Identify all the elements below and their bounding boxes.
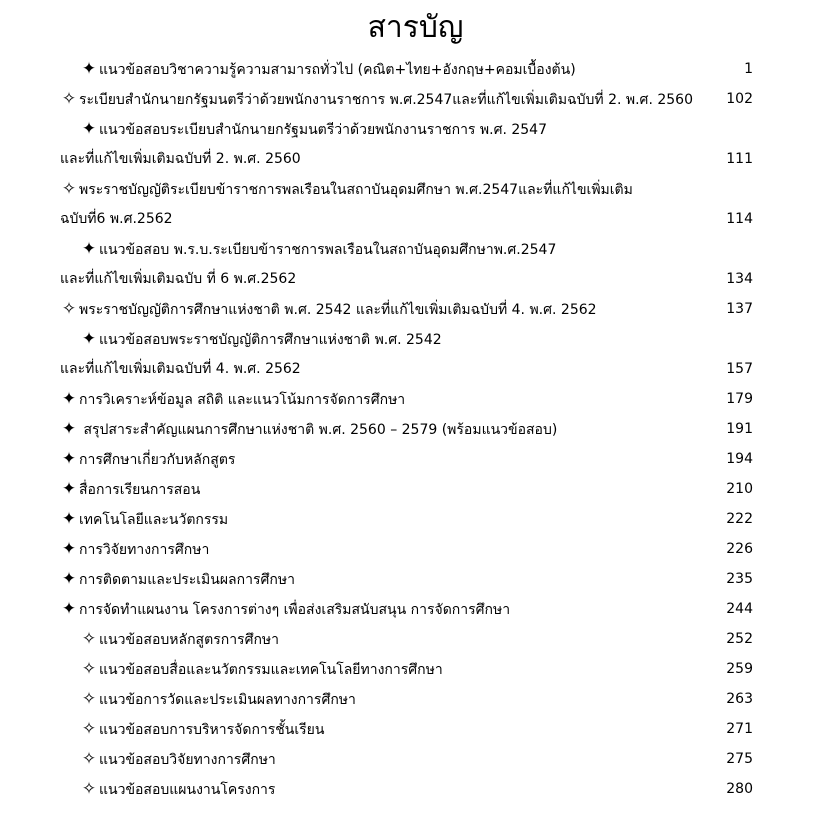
toc-entry bbox=[60, 269, 296, 289]
toc-entry bbox=[80, 749, 276, 770]
four-point-star-filled-icon: ✦ bbox=[61, 509, 77, 529]
four-point-star-filled-icon: ✦ bbox=[61, 599, 77, 619]
toc-entry-label: แนวข้อสอบการบริหารจัดการชั้นเรียน bbox=[99, 722, 325, 738]
toc-entry bbox=[60, 89, 693, 110]
toc-page-number: 111 bbox=[726, 151, 753, 167]
toc-entry-label: พระราชบัญญัติระเบียบข้าราชการพลเรือนในสถาบันอุดมศึกษา พ.ศ.2547และที่แก้ไขเพิ่มเติม bbox=[79, 182, 633, 198]
four-point-star-outline-icon: ✧ bbox=[61, 89, 77, 109]
toc-entry bbox=[80, 329, 442, 350]
toc-page-number: 275 bbox=[726, 751, 753, 767]
toc-entry bbox=[80, 629, 279, 650]
toc-row bbox=[0, 474, 831, 504]
toc-row bbox=[0, 354, 831, 384]
toc-entry bbox=[60, 539, 209, 560]
toc-row bbox=[0, 534, 831, 564]
toc-entry bbox=[60, 359, 301, 379]
toc-entry-label: และที่แก้ไขเพิ่มเติมฉบับ ที่ 6 พ.ศ.2562 bbox=[60, 271, 297, 287]
toc-entry-label: พระราชบัญญัติการศึกษาแห่งชาติ พ.ศ. 2542 และที่แก้ไขเพิ่มเติมฉบับที่ 4. พ.ศ. 2562 bbox=[79, 302, 597, 318]
toc-page-number: 179 bbox=[726, 391, 753, 407]
toc-entry-label: สื่อการเรียนการสอน bbox=[79, 482, 201, 498]
toc-entry bbox=[60, 179, 633, 200]
page-title: สารบัญ bbox=[367, 10, 464, 45]
toc-entry bbox=[60, 599, 510, 620]
toc-row bbox=[0, 414, 831, 444]
toc-row bbox=[0, 264, 831, 294]
toc-row bbox=[0, 114, 831, 144]
four-point-star-filled-icon: ✦ bbox=[61, 479, 77, 499]
toc-row bbox=[0, 444, 831, 474]
toc-entry-label: แนวข้อสอบวิชาความรู้ความสามารถทั่วไป (คณิต+ไทย+อังกฤษ+คอมเบื้องต้น) bbox=[99, 62, 576, 78]
toc-entry bbox=[60, 209, 173, 229]
toc-entry-label: แนวข้อการวัดและประเมินผลทางการศึกษา bbox=[99, 692, 356, 708]
toc-row bbox=[0, 654, 831, 684]
toc-page-number: 114 bbox=[726, 211, 753, 227]
toc-row bbox=[0, 564, 831, 594]
toc-entry-label: การวิเคราะห์ข้อมูล สถิติ และแนวโน้มการจัดการศึกษา bbox=[79, 392, 406, 408]
four-point-star-outline-icon: ✧ bbox=[81, 719, 97, 739]
toc-page-number: 210 bbox=[726, 481, 753, 497]
toc-page-number: 259 bbox=[726, 661, 753, 677]
toc-entry bbox=[60, 149, 301, 169]
toc-entry bbox=[80, 59, 576, 80]
toc-page-number: 157 bbox=[726, 361, 753, 377]
toc-page-number: 134 bbox=[726, 271, 753, 287]
toc-page-number: 280 bbox=[726, 781, 753, 797]
four-point-star-filled-icon: ✦ bbox=[61, 449, 77, 469]
four-point-star-filled-icon: ✦ bbox=[81, 329, 97, 349]
four-point-star-outline-icon: ✧ bbox=[61, 179, 77, 199]
toc-row bbox=[0, 324, 831, 354]
toc-entry bbox=[60, 299, 597, 320]
toc-entry-label: แนวข้อสอบหลักสูตรการศึกษา bbox=[99, 632, 280, 648]
toc-entry-label: เทคโนโลยีและนวัตกรรม bbox=[79, 512, 229, 528]
toc-page-number: 102 bbox=[726, 91, 753, 107]
toc-page-number: 194 bbox=[726, 451, 753, 467]
toc-page-number: 222 bbox=[726, 511, 753, 527]
toc-page-number: 1 bbox=[744, 61, 753, 77]
toc-entry-label: แนวข้อสอบสื่อและนวัตกรรมและเทคโนโลยีทางการศึกษา bbox=[99, 662, 443, 678]
toc-entry bbox=[60, 569, 295, 590]
toc-entry-label: การศึกษาเกี่ยวกับหลักสูตร bbox=[79, 452, 236, 468]
toc-entry-label: แนวข้อสอบ พ.ร.บ.ระเบียบข้าราชการพลเรือนในสถาบันอุดมศึกษาพ.ศ.2547 bbox=[99, 242, 557, 258]
toc-entry bbox=[80, 659, 443, 680]
toc-entry bbox=[60, 389, 405, 410]
toc-row bbox=[0, 54, 831, 84]
toc-row bbox=[0, 504, 831, 534]
four-point-star-filled-icon: ✦ bbox=[81, 59, 97, 79]
toc-row bbox=[0, 84, 831, 114]
toc-entry-label: แนวข้อสอบระเบียบสำนักนายกรัฐมนตรีว่าด้วยพนักงานราชการ พ.ศ. 2547 bbox=[99, 122, 547, 138]
toc-row bbox=[0, 384, 831, 414]
toc-entry bbox=[80, 689, 356, 710]
toc-row bbox=[0, 624, 831, 654]
four-point-star-outline-icon: ✧ bbox=[81, 689, 97, 709]
toc-entry bbox=[60, 479, 200, 500]
toc-entry-label: การวิจัยทางการศึกษา bbox=[79, 542, 210, 558]
toc-entry-label: แนวข้อสอบวิจัยทางการศึกษา bbox=[99, 752, 276, 768]
four-point-star-filled-icon: ✦ bbox=[61, 389, 77, 409]
toc-entry-label: การจัดทำแผนงาน โครงการต่างๆ เพื่อส่งเสริมสนับสนุน การจัดการศึกษา bbox=[79, 602, 511, 618]
toc-entry bbox=[60, 419, 557, 440]
four-point-star-filled-icon: ✦ bbox=[81, 239, 97, 259]
toc-row bbox=[0, 774, 831, 804]
toc-row bbox=[0, 144, 831, 174]
toc-page-number: 244 bbox=[726, 601, 753, 617]
toc-entry-label: และที่แก้ไขเพิ่มเติมฉบับที่ 4. พ.ศ. 2562 bbox=[60, 361, 301, 377]
toc-row bbox=[0, 684, 831, 714]
four-point-star-outline-icon: ✧ bbox=[81, 629, 97, 649]
toc-entry bbox=[80, 239, 556, 260]
toc-page-number: 235 bbox=[726, 571, 753, 587]
toc-row bbox=[0, 204, 831, 234]
toc-page-number: 191 bbox=[726, 421, 753, 437]
toc-page-number: 137 bbox=[726, 301, 753, 317]
four-point-star-outline-icon: ✧ bbox=[81, 749, 97, 769]
toc-row bbox=[0, 594, 831, 624]
four-point-star-outline-icon: ✧ bbox=[81, 779, 97, 799]
toc-entry-label: ฉบับที่6 พ.ศ.2562 bbox=[60, 211, 173, 227]
toc-entry bbox=[60, 449, 235, 470]
toc-row bbox=[0, 234, 831, 264]
toc-row bbox=[0, 714, 831, 744]
toc-entry bbox=[80, 119, 547, 140]
toc-entry-label: แนวข้อสอบแผนงานโครงการ bbox=[99, 782, 276, 798]
toc-entry bbox=[60, 509, 228, 530]
toc-entry-label: แนวข้อสอบพระราชบัญญัติการศึกษาแห่งชาติ พ.ศ. 2542 bbox=[99, 332, 442, 348]
four-point-star-filled-icon: ✦ bbox=[61, 539, 77, 559]
four-point-star-filled-icon: ✦ bbox=[81, 119, 97, 139]
toc-page-number: 271 bbox=[726, 721, 753, 737]
toc-entry-label: ระเบียบสำนักนายกรัฐมนตรีว่าด้วยพนักงานราชการ พ.ศ.2547และที่แก้ไขเพิ่มเติมฉบับที่ 2. พ.ศ. 2560 bbox=[79, 92, 693, 108]
four-point-star-outline-icon: ✧ bbox=[61, 299, 77, 319]
toc-page-number: 226 bbox=[726, 541, 753, 557]
toc-entry-label: สรุปสาระสำคัญแผนการศึกษาแห่งชาติ พ.ศ. 2560 – 2579 (พร้อมแนวข้อสอบ) bbox=[79, 422, 558, 438]
toc-page-number: 263 bbox=[726, 691, 753, 707]
toc-entry-label: การติดตามและประเมินผลการศึกษา bbox=[79, 572, 295, 588]
toc-row bbox=[0, 744, 831, 774]
four-point-star-outline-icon: ✧ bbox=[81, 659, 97, 679]
toc-page-number: 252 bbox=[726, 631, 753, 647]
four-point-star-filled-icon: ✦ bbox=[61, 569, 77, 589]
toc-row bbox=[0, 294, 831, 324]
toc-entry-label: และที่แก้ไขเพิ่มเติมฉบับที่ 2. พ.ศ. 2560 bbox=[60, 151, 301, 167]
four-point-star-filled-icon: ✦ bbox=[61, 419, 77, 439]
toc-entry bbox=[80, 779, 275, 800]
toc-row bbox=[0, 174, 831, 204]
toc-entry bbox=[80, 719, 324, 740]
